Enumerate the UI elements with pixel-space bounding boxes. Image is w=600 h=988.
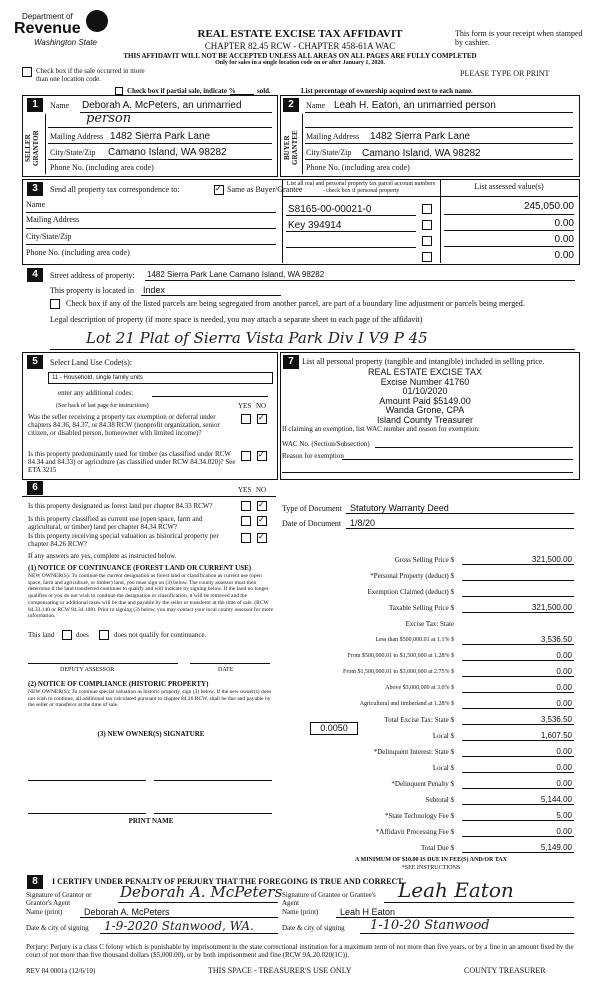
tax-row-value[interactable]: 1,607.50 (540, 731, 572, 740)
tax-row-value[interactable]: 5,149.00 (540, 843, 572, 852)
land-does-not-checkbox[interactable] (99, 630, 109, 640)
section-3-number: 3 (27, 182, 43, 196)
partial-sale-checkbox[interactable] (115, 87, 123, 95)
grantee-date-value[interactable]: 1-10-20 Stanwood (370, 918, 490, 933)
claim-exemption-label: If claiming an exemption, list WAC number and reason for exemption: (282, 425, 480, 433)
treasurer-space-label: THIS SPACE - TREASURER'S USE ONLY (208, 966, 352, 975)
located-label: This property is located in (50, 286, 134, 295)
doc-date-value[interactable]: 1/8/20 (350, 518, 376, 528)
tax-row-label: Gross Selling Price $ (394, 556, 454, 564)
tax-row-label: Local $ (432, 764, 454, 772)
tax-row-value[interactable]: 3,536.50 (540, 635, 572, 644)
grantee-name-value[interactable]: Leah H Eaton (340, 907, 396, 917)
this-land-label: This land (28, 631, 55, 639)
only-for-note: Only for sales in a single location code on or after January 1, 2020. (215, 60, 385, 66)
sold-label: sold. (257, 87, 271, 95)
tax-row-value[interactable]: 0.00 (556, 667, 572, 676)
seller-city-value[interactable]: Camano Island, WA 98282 (108, 147, 227, 158)
seller-name-label: Name (50, 101, 70, 110)
parcel-1[interactable]: S8165-00-00021-0 (288, 204, 372, 215)
stamp-line-3: 01/10/2020 (402, 386, 448, 396)
buyer-name-value[interactable]: Leah H. Eaton, an unmarried person (334, 100, 496, 111)
tax-row-label: From $500,000.01 to $1,500,000 at 1.28% $ (347, 653, 454, 659)
correspondence-name-label: Name (26, 200, 46, 209)
same-as-buyer-checkbox[interactable] (214, 185, 224, 195)
tax-row-value[interactable]: 5.00 (556, 811, 572, 820)
doc-date-label: Date of Document (282, 519, 342, 528)
assessed-value-2[interactable]: 0.00 (554, 218, 574, 229)
form-title: REAL ESTATE EXCISE TAX AFFIDAVIT (197, 28, 403, 40)
tax-row-label: Above $3,000,000 at 3.0% $ (385, 685, 454, 691)
tax-row-label: *Personal Property (deduct) $ (370, 572, 454, 580)
new-owner-signature-label: (3) NEW OWNER(S) SIGNATURE (97, 730, 205, 738)
list-personal-property: List all personal property (tangible and intangible) included in selling price. (302, 357, 545, 366)
assessed-value-1[interactable]: 245,050.00 (523, 201, 574, 212)
current-use-question: Is this property classified as current use (open space, farm and agricultural, or timber) land per chapter 84.34 RCW? (28, 515, 203, 531)
historic-yes-checkbox[interactable] (241, 533, 251, 543)
exemption-no-checkbox[interactable] (257, 414, 267, 424)
doc-type-label: Type of Document (282, 504, 342, 513)
tax-row-value[interactable]: 5,144.00 (540, 795, 572, 804)
exemption-yes-checkbox[interactable] (241, 414, 251, 424)
doc-type-value[interactable]: Statutory Warranty Deed (350, 503, 449, 513)
land-use-label: Select Land Use Code(s): (50, 358, 132, 367)
personal-property-checkbox-1[interactable] (422, 204, 432, 214)
land-does-checkbox[interactable] (62, 630, 72, 640)
section-7-number: 7 (283, 355, 299, 369)
street-label: Street address of property: (50, 271, 135, 280)
tax-row-value[interactable]: 0.00 (556, 683, 572, 692)
section-6-no-header: NO (256, 486, 267, 494)
grantor-signature[interactable]: Deborah A. McPeters (120, 883, 283, 901)
buyer-name-label: Name (306, 101, 326, 110)
buyer-side-label: BUYER GRANTEE (283, 130, 299, 166)
personal-property-checkbox-2[interactable] (422, 220, 432, 230)
section-4-number: 4 (27, 268, 43, 282)
notice-compliance-title: (2) NOTICE OF COMPLIANCE (HISTORIC PROPERTY) (28, 680, 209, 688)
correspondence-city-label: City/State/Zip (26, 232, 72, 241)
notice-continuance-title: (1) NOTICE OF CONTINUANCE (FOREST LAND OR CURRENT USE) (28, 564, 252, 572)
see-back-note: (See back of last page for instructions) (56, 403, 149, 409)
buyer-city-value[interactable]: Camano Island, WA 98282 (362, 148, 481, 159)
logo-state: Washington State (34, 38, 98, 47)
segregated-label: Check box if any of the listed parcels are being segregated from another parcel, are part of a boundary line adjustment or parcels being merged. (66, 299, 525, 308)
tax-row-label: Less than $500,000.01 at 1.1% $ (375, 637, 454, 643)
logo-revenue: Revenue (14, 20, 81, 37)
partial-sale-label: Check box if partial sale, indicate % (127, 87, 236, 95)
does-not-label: does not qualify for continuance. (114, 631, 207, 639)
wac-label: WAC No. (Section/Subsection) (282, 440, 370, 448)
buyer-mail-value[interactable]: 1482 Sierra Park Lane (370, 131, 471, 142)
grantor-date-value[interactable]: 1-9-2020 Stanwood, WA. (104, 919, 254, 933)
section-1-number: 1 (27, 98, 43, 112)
grantee-date-label: Date & city of signing (282, 924, 345, 932)
receipt-note: This form is your receipt when stamped by cashier. (455, 29, 583, 47)
forest-land-question: Is this property designated as forest land per chapter 84.33 RCW? (28, 502, 213, 510)
tax-row-label: *State Technology Fee $ (384, 812, 454, 820)
tax-row-label: Exemption Claimed (deduct) $ (367, 588, 454, 596)
buyer-mail-label: Mailing Address (306, 132, 360, 141)
correspondence-mail-label: Mailing Address (26, 215, 80, 224)
seller-phone-label: Phone No. (including area code) (50, 163, 154, 172)
stamp-line-1: REAL ESTATE EXCISE TAX (367, 367, 483, 377)
seller-city-label: City/State/Zip (50, 148, 96, 157)
tax-row-label: From $1,500,000.01 to $3,000,000 at 2.75% $ (343, 669, 454, 675)
tax-row-value[interactable]: 0.00 (556, 699, 572, 708)
deputy-assessor-label: DEPUTY ASSESSOR (60, 667, 115, 673)
does-label: does (76, 631, 89, 639)
grantor-name-value[interactable]: Deborah A. McPeters (84, 907, 170, 917)
section-2-number: 2 (283, 98, 299, 112)
exemption-question: Was the seller receiving a property tax exemption or deferral under chapters 84.36, 84.37, or 84.38 RCW (nonprofit organization, senior citizen, or disabled person, homeowner with limited income)? (28, 413, 220, 437)
segregated-checkbox[interactable] (50, 299, 60, 309)
section-6-number: 6 (27, 481, 43, 495)
parcel-2[interactable]: Key 394914 (288, 220, 342, 231)
forest-no-checkbox[interactable] (257, 501, 267, 511)
tax-row-label: *Delinquent Interest: State $ (373, 748, 454, 756)
stamp-line-4: Amount Paid $5149.00 (379, 395, 471, 406)
tax-row-value[interactable]: 0.00 (556, 763, 572, 772)
current-use-yes-checkbox[interactable] (241, 516, 251, 526)
grantor-signature-label: Signature of Grantor or Grantor's Agent (26, 891, 92, 907)
seller-mail-value[interactable]: 1482 Sierra Park Lane (110, 131, 211, 142)
tax-row-value[interactable]: 0.00 (556, 779, 572, 788)
grantee-signature[interactable]: Leah Eaton (398, 878, 514, 902)
tax-row-value[interactable]: 0.00 (556, 827, 572, 836)
tax-row-label: *Delinquent Penalty $ (391, 780, 454, 788)
form-chapter: CHAPTER 82.45 RCW - CHAPTER 458-61A WAC (204, 41, 396, 51)
multi-location-checkbox[interactable] (22, 67, 32, 77)
timber-no-checkbox[interactable] (257, 451, 267, 461)
stamp-line-2: Excise Number 41760 (380, 376, 470, 387)
list-percentage-note: List percentage of ownership acquired next to each name. (301, 87, 473, 95)
grantor-name-label: Name (print) (26, 908, 63, 916)
street-value[interactable]: 1482 Sierra Park Lane Camano Island, WA 98282 (147, 270, 325, 279)
see-instructions-note: *SEE INSTRUCTIONS (401, 865, 461, 871)
buyer-phone-label: Phone No. (including area code) (306, 163, 410, 172)
certify-statement: I CERTIFY UNDER PENALTY OF PERJURY THAT THE FOREGOING IS TRUE AND CORRECT (52, 877, 403, 886)
assessed-value-4[interactable]: 0.00 (554, 250, 574, 261)
stamp-line-5: Wanda Grone, CPA (385, 405, 465, 415)
section-6-yes-header: YES (238, 486, 252, 494)
section-5-yes-header: YES (238, 402, 252, 410)
assessed-value-3[interactable]: 0.00 (554, 234, 574, 245)
please-print: PLEASE TYPE OR PRINT (460, 69, 550, 78)
section-8-number: 8 (27, 875, 43, 889)
grantor-date-label: Date & city of signing (26, 924, 89, 932)
treasurer-stamp (300, 368, 550, 425)
tax-row-value[interactable]: 321,500.00 (531, 603, 572, 612)
tax-row-value[interactable]: 321,500.00 (531, 555, 572, 564)
seller-name-continued[interactable]: person (86, 111, 132, 126)
grantee-signature-label: Signature of Grantee or Grantee's Agent (282, 891, 376, 907)
legal-description-label: Legal description of property (if more space is needed, you may attach a separate sheet to each page of the affidavit) (50, 315, 423, 324)
tax-row-label: *Affidavit Processing Fee $ (375, 828, 454, 836)
tax-row-label: Excise Tax: State (405, 620, 454, 628)
located-value[interactable]: Index (143, 285, 166, 295)
stamp-line-6: Island County Treasurer (376, 414, 474, 425)
logo-mark-icon (86, 10, 108, 32)
assessor-date-label: DATE (218, 667, 234, 673)
multi-location-label: Check box if the sale occurred in more than one location code. (36, 67, 145, 83)
buyer-city-label: City/State/Zip (306, 148, 352, 157)
form-warning: THIS AFFIDAVIT WILL NOT BE ACCEPTED UNLESS ALL AREAS ON ALL PAGES ARE FULLY COMPLETED (123, 52, 477, 60)
send-correspondence-label: Send all property tax correspondence to: (50, 185, 180, 194)
tax-row-label: Total Excise Tax: State $ (384, 716, 454, 724)
timber-yes-checkbox[interactable] (241, 451, 251, 461)
forest-yes-checkbox[interactable] (241, 501, 251, 511)
timber-question: Is this property predominantly used for timber (as classified under RCW 84.34 and 84.33) or agriculture (as classified under RCW 84.34.020)? See ETA 3215 (28, 450, 236, 474)
reason-label: Reason for exemption (282, 452, 344, 460)
local-rate-field[interactable]: 0.0050 (310, 722, 358, 735)
logo-dept: Department of (22, 12, 73, 21)
perjury-statement: Perjury: Perjury is a class C felony which is punishable by imprisonment in the state correctional institution for a maximum term of not more than five years, or by a fine in an amount fixed by the court of not more than five thousand dollars ($5,000.00), or by both imprisonment and fine (RCW 9A.20.020(1C)). (26, 943, 574, 959)
section-5-no-header: NO (256, 402, 267, 410)
legal-description-value[interactable]: Lot 21 Plat of Sierra Vista Park Div I V9 P 45 (86, 329, 428, 347)
seller-side-label: SELLER GRANTOR (24, 130, 40, 166)
seller-mail-label: Mailing Address (50, 132, 104, 141)
tax-row-label: Subtotal $ (425, 796, 454, 804)
historic-no-checkbox[interactable] (257, 533, 267, 543)
tax-row-label: Total Due $ (421, 844, 454, 852)
historic-question: Is this property receiving special valuation as historical property per chapter 84.26 RCW? (28, 532, 219, 548)
notice-continuance-text: NEW OWNER(S): To continue the current designation as forest land or classification as current use (open space, farm and agriculture, or timber) land, you must sign on (3) below. The county assessor must then determine if the land transferred continues to qualify and will indicate by signing below. If the land no longer qualifies or you do not wish to continue the designation or classification, it will be removed and the compensating or additional taxes will be due and payable by the seller or transferor at the time of sale. (RCW 84.33.140 or RCW 84.34.108). Prior to signing (3) below, you may contact your local county assessor for more information. (28, 573, 274, 620)
section-5-number: 5 (27, 355, 43, 369)
tax-row-value[interactable]: 0.00 (556, 651, 572, 660)
additional-codes-label: enter any additional codes: (58, 389, 134, 397)
tax-row-value[interactable]: 3,536.50 (540, 715, 572, 724)
tax-row-value[interactable]: 0.00 (556, 747, 572, 756)
tax-row-label: Taxable Selling Price $ (388, 604, 454, 612)
same-as-buyer-label: Same as Buyer/Grantee (227, 185, 303, 194)
tax-row-label: Local $ (432, 732, 454, 740)
tax-row-label: Agricultural and timberland at 1.28% $ (359, 701, 454, 707)
grantee-name-label: Name (print) (282, 908, 319, 916)
current-use-no-checkbox[interactable] (257, 516, 267, 526)
form-revision: REV 84 0001a (12/6/19) (26, 967, 96, 975)
if-yes-note: If any answers are yes, complete as instructed below. (28, 552, 177, 560)
minimum-due-note: A MINIMUM OF $10.00 IS DUE IN FEE(S) AND/OR TAX (355, 857, 507, 863)
value-header: List assessed value(s) (474, 182, 544, 191)
seller-name-value[interactable]: Deborah A. McPeters, an unmarried (82, 100, 242, 111)
print-name-label: PRINT NAME (128, 817, 174, 825)
county-treasurer-label: COUNTY TREASURER (464, 966, 546, 975)
correspondence-phone-label: Phone No. (including area code) (26, 248, 130, 257)
notice-compliance-text: NEW OWNER(S): To continue special valuation as historic property, sign (3) below. If the new owner(s) does not wish to continue, all additional tax calculated pursuant to chapter 84.26 RCW, shall be due and payable by the seller or transferor at the time of sale. (28, 689, 272, 709)
personal-property-checkbox-3[interactable] (422, 236, 432, 246)
personal-property-checkbox-4[interactable] (422, 252, 432, 262)
land-use-code-field[interactable]: 11 - Household, single family units (48, 372, 273, 384)
parcel-header: List all real and personal property tax parcel account numbers - check box if personal property (286, 181, 436, 194)
